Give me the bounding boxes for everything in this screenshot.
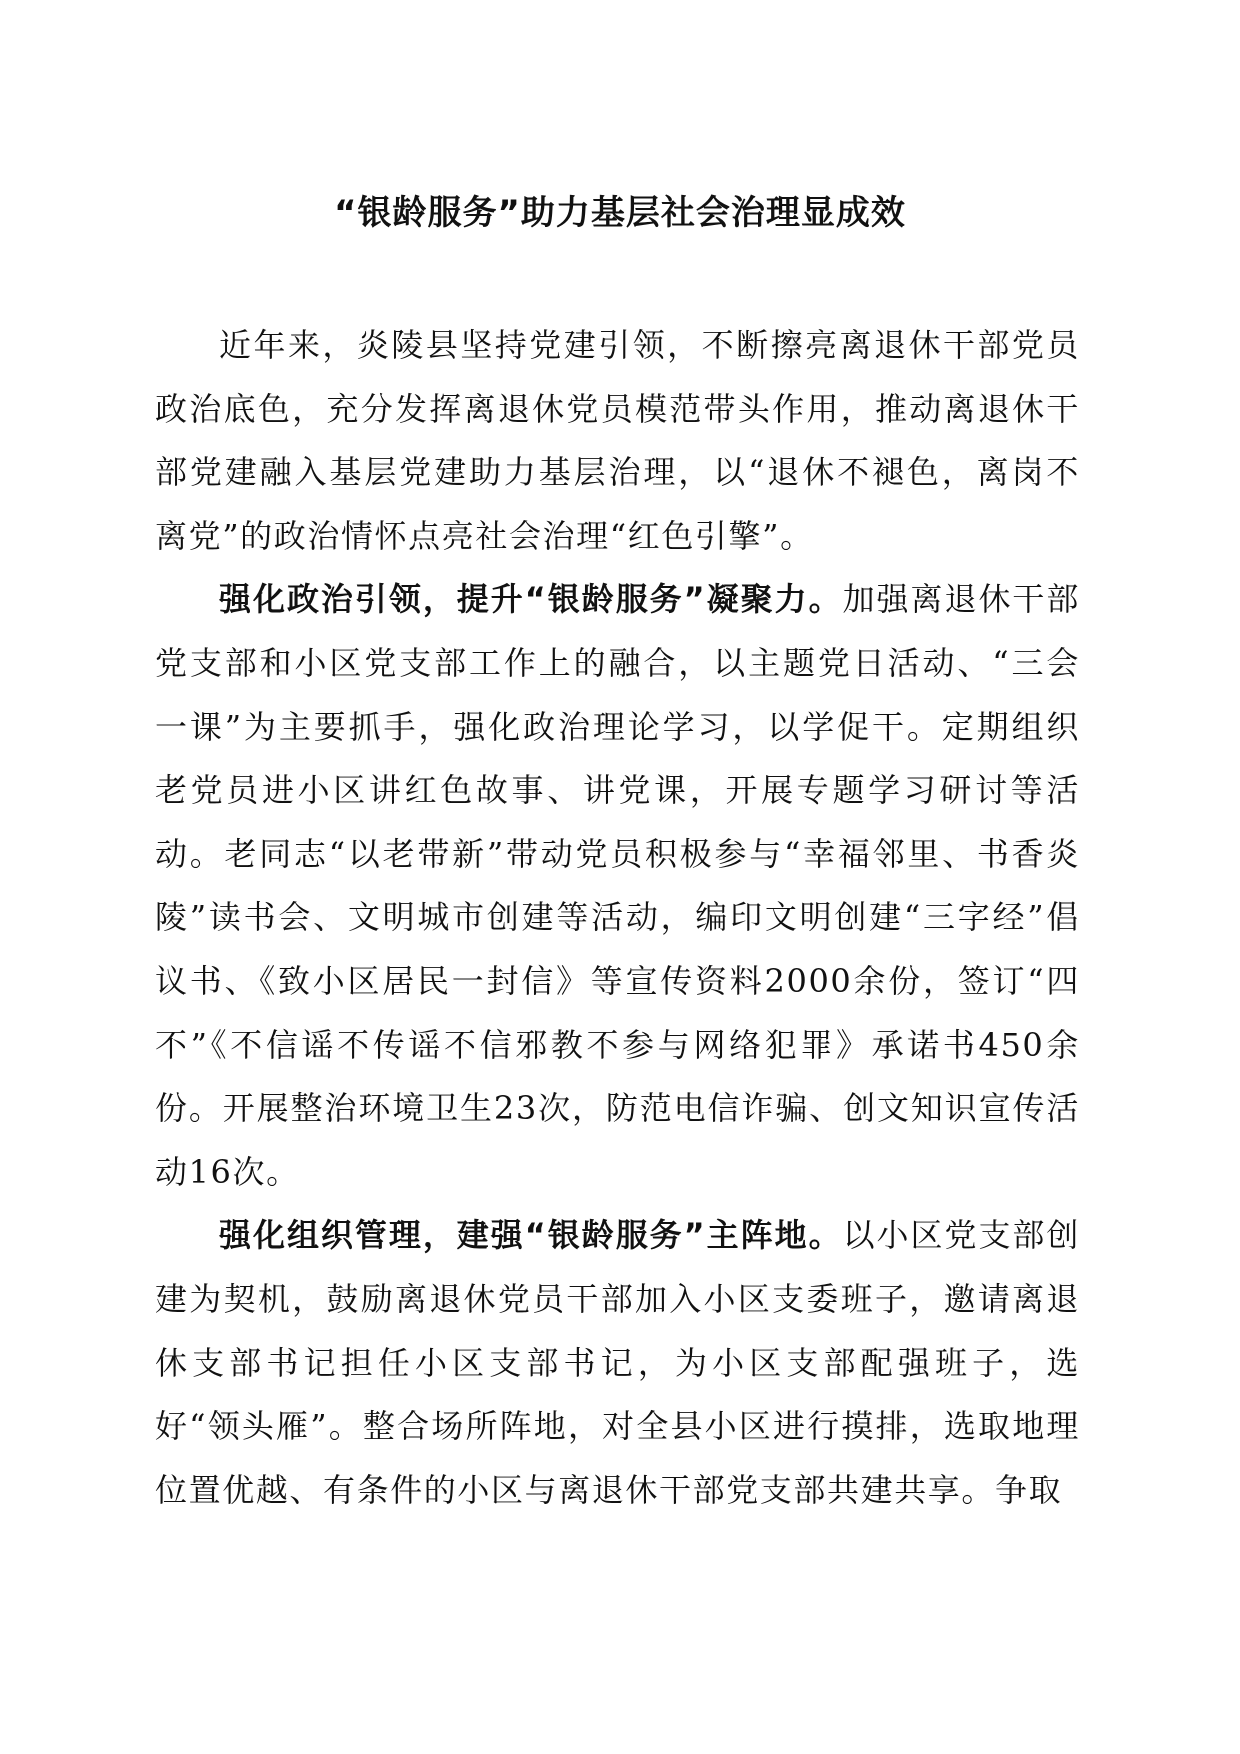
paragraph-text: 加强离退休干部党支部和小区党支部工作上的融合，以主题党日活动、“三会一课”为主要抓手，强化政治理论学习，以学促干。定期组织老党员进小区讲红色故事、讲党课，开展专题学习研讨等活动。老同志“以老带新”带动党员积极参与“幸福邻里、书香炎陵”读书会、文明城市创建等活动，编印文明创建“三字经”倡议书、《致小区居民一封信》等宣传资料2000余份，签订“四不”《不信谣不传谣不信邪教不参与网络犯罪》承诺书450余份。开展整治环境卫生23次，防范电信诈骗、创文知识宣传活动16次。 xyxy=(155,580,1081,1191)
document-body xyxy=(155,314,1080,1522)
paragraph-lead: 强化政治引领，提升“银龄服务”凝聚力。 xyxy=(219,580,843,619)
paragraph-organization-management xyxy=(155,1204,1080,1522)
paragraph-text: 以小区党支部创建为契机，鼓励离退休党员干部加入小区支委班子，邀请离退休支部书记担任小区支部书记，为小区支部配强班子，选好“领头雁”。整合场所阵地，对全县小区进行摸排，选取地理位置优越、有条件的小区与离退休干部党支部共建共享。争取 xyxy=(155,1216,1081,1509)
paragraph-political-guidance xyxy=(155,568,1080,1204)
paragraph-lead: 强化组织管理，建强“银龄服务”主阵地。 xyxy=(219,1216,843,1255)
document-title: “银龄服务”助力基层社会治理显成效 xyxy=(334,193,906,233)
paragraph-intro xyxy=(155,314,1080,568)
paragraph-text: 近年来，炎陵县坚持党建引领，不断擦亮离退休干部党员政治底色，充分发挥离退休党员模范带头作用，推动离退休干部党建融入基层党建助力基层治理，以“退休不褪色，离岗不离党”的政治情怀点亮社会治理“红色引擎”。 xyxy=(155,326,1080,555)
